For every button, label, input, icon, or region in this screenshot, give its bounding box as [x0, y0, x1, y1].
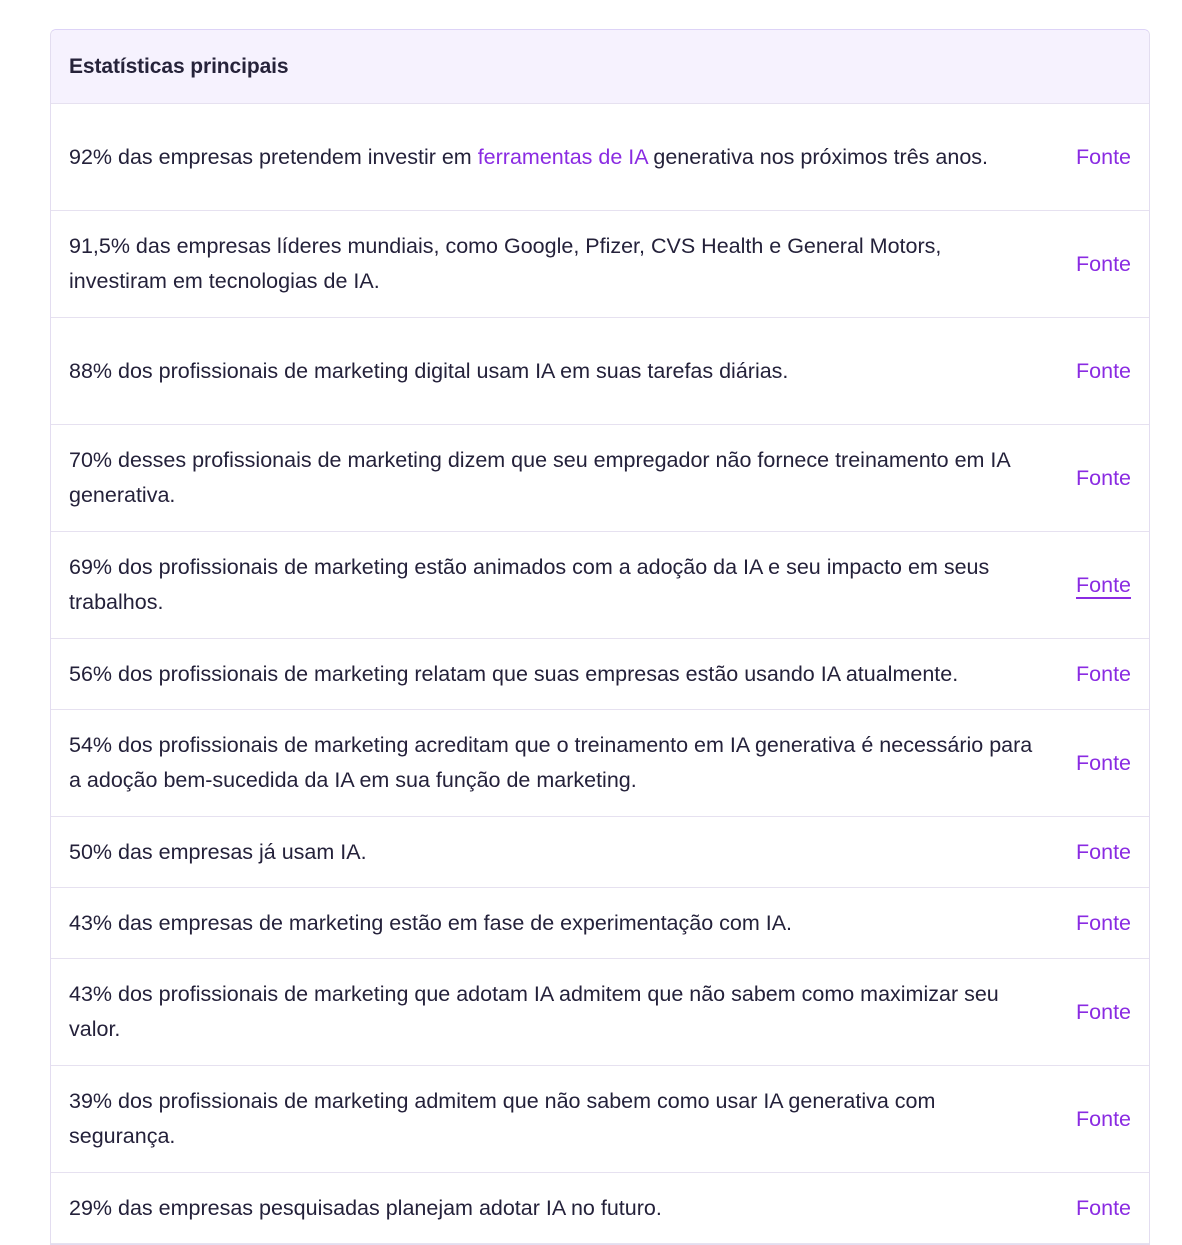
source-link[interactable]: Fonte — [1076, 358, 1131, 383]
source-link[interactable]: Fonte — [1076, 999, 1131, 1024]
source-link[interactable]: Fonte — [1076, 144, 1131, 169]
source-link[interactable]: Fonte — [1076, 839, 1131, 864]
table-row — [51, 211, 1149, 318]
table-title: Estatísticas principais — [69, 54, 289, 78]
stat-text-start: 92% das empresas pretendem investir em — [69, 144, 478, 169]
table-row — [51, 639, 1149, 710]
source-link[interactable]: Fonte — [1076, 465, 1131, 490]
table-row — [51, 959, 1149, 1066]
table-row — [51, 888, 1149, 959]
stat-text: 91,5% das empresas líderes mundiais, como Google, Pfizer, CVS Health e General Motors, investiram em tecnologias de IA. — [69, 234, 942, 293]
source-link[interactable]: Fonte — [1076, 572, 1131, 597]
source-link[interactable]: Fonte — [1076, 251, 1131, 276]
stat-text: 69% dos profissionais de marketing estão animados com a adoção da IA e seu impacto em seus trabalhos. — [69, 555, 990, 614]
source-link[interactable]: Fonte — [1076, 910, 1131, 935]
stat-text: 88% dos profissionais de marketing digital usam IA em suas tarefas diárias. — [69, 358, 789, 383]
stat-text: 43% dos profissionais de marketing que adotam IA admitem que não sabem como maximizar seu valor. — [69, 982, 999, 1041]
tools-link[interactable]: ferramentas de IA — [477, 144, 648, 169]
stat-text: 43% das empresas de marketing estão em fase de experimentação com IA. — [69, 910, 793, 935]
stat-text: 54% dos profissionais de marketing acreditam que o treinamento em IA generativa é necessário para a adoção bem-sucedida da IA em sua função de marketing. — [69, 733, 1033, 792]
stat-text: 39% dos profissionais de marketing admitem que não sabem como usar IA generativa com segurança. — [69, 1089, 936, 1148]
table-row — [51, 318, 1149, 425]
table-row — [51, 710, 1149, 817]
table-row — [51, 425, 1149, 532]
stat-text — [69, 140, 1069, 175]
source-link[interactable]: Fonte — [1076, 1106, 1131, 1131]
table-row — [51, 532, 1149, 639]
stat-text: 70% desses profissionais de marketing dizem que seu empregador não fornece treinamento em IA generativa. — [69, 448, 1010, 507]
stat-text-end: generativa nos próximos três anos. — [647, 144, 988, 169]
stat-text: 56% dos profissionais de marketing relatam que suas empresas estão usando IA atualmente. — [69, 661, 959, 686]
table-row — [51, 817, 1149, 888]
table-row — [51, 1066, 1149, 1173]
table-row — [51, 1173, 1149, 1244]
stats-table — [50, 29, 1150, 1245]
stat-text: 50% das empresas já usam IA. — [69, 839, 367, 864]
stat-text: 29% das empresas pesquisadas planejam adotar IA no futuro. — [69, 1195, 662, 1220]
source-link[interactable]: Fonte — [1076, 1195, 1131, 1220]
stats-container — [50, 29, 1150, 1245]
table-header — [51, 30, 1149, 104]
table-row — [51, 104, 1149, 211]
source-link[interactable]: Fonte — [1076, 661, 1131, 686]
source-link[interactable]: Fonte — [1076, 750, 1131, 775]
